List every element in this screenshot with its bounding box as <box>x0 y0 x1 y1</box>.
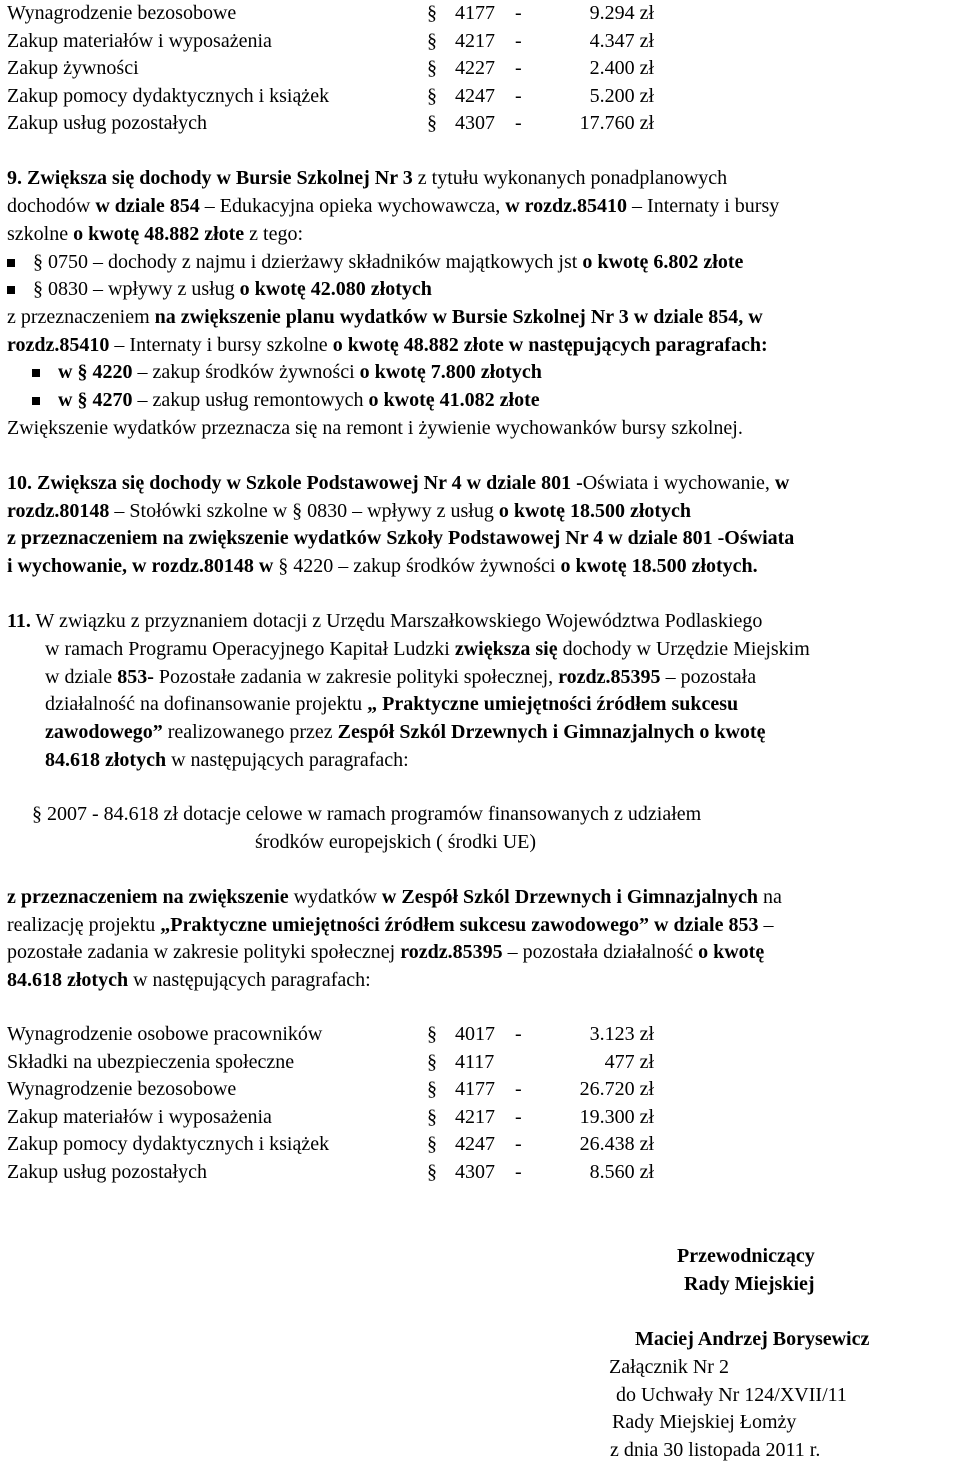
expense-name: Zakup materiałów i wyposażenia <box>7 29 272 52</box>
p10-bold: rozdz.80148 <box>7 500 110 522</box>
expense-code: 4307 <box>455 112 495 135</box>
dash-separator: - <box>515 29 522 52</box>
p11-text: dochody w Urzędzie Miejskim <box>557 638 810 660</box>
paragraph-sign: § <box>427 1161 437 1183</box>
bullet-icon <box>7 259 15 267</box>
p11-text: w następujących paragrafach: <box>166 749 409 771</box>
expense-amount: 2.400 zł <box>589 57 654 80</box>
paragraph-sign: § <box>427 1078 437 1101</box>
p9-text: – Internaty i bursy szkolne <box>109 334 333 356</box>
expense-name: Wynagrodzenie bezosobowe <box>7 1078 237 1101</box>
bullet-icon <box>7 286 15 294</box>
expense-code: 4217 <box>455 29 495 52</box>
p11-line5 <box>45 719 765 747</box>
expense-amount: 8.560 zł <box>589 1161 654 1183</box>
p9-text: – zakup środków żywności <box>132 361 360 383</box>
expense-code: 4177 <box>455 2 495 24</box>
paragraph-sign: § <box>427 2 437 24</box>
expense-amount: 9.294 zł <box>589 2 654 24</box>
p10-line4 <box>7 553 758 581</box>
expense-code: 4227 <box>455 57 495 80</box>
dash-separator: - <box>515 1161 522 1183</box>
expense-row <box>7 1159 654 1186</box>
p11-bold: 853- <box>117 666 154 688</box>
dash-separator: - <box>515 1105 522 1128</box>
expense-name: Zakup pomocy dydaktycznych i książek <box>7 84 330 107</box>
p11-z-line3 <box>7 939 764 967</box>
paragraph-sign: § <box>427 1050 437 1073</box>
signature-title-2: Rady Miejskiej <box>684 1273 815 1295</box>
signature-title-1: Przewodniczący <box>677 1245 815 1267</box>
expense-code: 4307 <box>455 1161 495 1183</box>
p9-text: – Internaty i bursy <box>627 195 780 217</box>
p9-line1 <box>7 165 727 193</box>
expense-row <box>7 28 654 55</box>
p11-z-line2 <box>7 912 774 940</box>
expense-code: 4017 <box>455 1023 495 1045</box>
p11-line6 <box>45 747 409 775</box>
paragraph-sign: § <box>427 1105 437 1128</box>
expense-amount: 477 zł <box>604 1050 654 1073</box>
p11-text: realizację projektu <box>7 914 161 936</box>
p11-bold: w Zespół Szkól Drzewnych i Gimnazjalnych <box>381 886 759 908</box>
expense-amount: 17.760 zł <box>579 112 654 135</box>
p11-bold: 84.618 złotych <box>45 749 167 771</box>
p9-bold: o kwotę 6.802 złote <box>582 251 744 273</box>
p9-text: z przeznaczeniem <box>7 306 155 328</box>
p9-heading: 9. Zwiększa się dochody w Bursie Szkolnej Nr 3 <box>7 167 413 189</box>
p9-bullet1 <box>7 249 743 277</box>
p10-bold: i wychowanie, w rozdz.80148 w <box>7 555 279 577</box>
expense-code: 4247 <box>455 84 495 107</box>
dash-separator: - <box>515 57 522 80</box>
attachment-line2: do Uchwały Nr 124/XVII/11 <box>616 1384 847 1406</box>
expense-name: Wynagrodzenie bezosobowe <box>7 2 237 24</box>
p9-bullet3 <box>32 359 542 387</box>
bullet-icon <box>32 397 40 405</box>
p9-bold: o kwotę 48.882 złote w następujących paragrafach: <box>332 334 768 356</box>
p9-line5 <box>7 332 768 360</box>
p9-bold: rozdz.85410 <box>7 334 110 356</box>
p11-line4 <box>45 691 738 719</box>
p11-paragraph-2007: § 2007 - 84.618 zł dotacje celowe w ramach programów finansowanych z udziałem <box>32 803 702 825</box>
p11-text: pozostałe zadania w zakresie polityki społecznej <box>7 941 401 963</box>
expense-name: Zakup materiałów i wyposażenia <box>7 1105 272 1128</box>
expense-row <box>7 0 654 27</box>
p11-z-line1 <box>7 884 782 912</box>
expense-name: Składki na ubezpieczenia społeczne <box>7 1050 295 1073</box>
dash-separator: - <box>515 1133 522 1156</box>
dash-separator: - <box>515 1023 522 1045</box>
expense-amount: 5.200 zł <box>589 84 654 107</box>
p9-bold: w § 4270 <box>58 389 133 411</box>
expense-amount: 4.347 zł <box>589 29 654 52</box>
p10-text: § 4220 – zakup środków żywności <box>278 555 561 577</box>
p11-bold: rozdz.85395 <box>400 941 503 963</box>
expense-code: 4217 <box>455 1105 495 1128</box>
p11-bold: zawodowego” <box>45 721 163 743</box>
p9-bold: w rozdz.85410 <box>505 195 628 217</box>
attachment-line3: Rady Miejskiej Łomży <box>612 1411 797 1433</box>
p9-bold: o kwotę 41.082 złote <box>368 389 540 411</box>
p10-line2 <box>7 498 691 526</box>
p9-text: § 0750 – dochody z najmu i dzierżawy składników majątkowych jst <box>33 251 583 273</box>
p11-text: – <box>758 914 774 936</box>
p10-heading: 10. Zwiększa się dochody w Szkole Podstawowej Nr 4 w dziale 801 - <box>7 472 583 494</box>
expense-name: Zakup pomocy dydaktycznych i książek <box>7 1133 330 1156</box>
p11-text: – pozostała działalność <box>502 941 699 963</box>
attachment-line1: Załącznik Nr 2 <box>609 1356 729 1378</box>
p9-bold: o kwotę 48.882 złote <box>73 223 245 245</box>
p11-text: wydatków <box>288 886 382 908</box>
p10-bold: w <box>774 472 790 494</box>
paragraph-sign: § <box>427 29 437 52</box>
expense-row <box>7 1131 654 1158</box>
p11-text: W związku z przyznaniem dotacji z Urzędu Marszałkowskiego Województwa Podlaskiego <box>30 610 763 632</box>
p10-bold: o kwotę 18.500 złotych. <box>560 555 758 577</box>
p11-text: w dziale <box>45 666 118 688</box>
p11-bold: o kwotę <box>698 941 765 963</box>
bullet-icon <box>32 369 40 377</box>
expense-row <box>7 110 654 137</box>
p11-text: Pozostałe zadania w zakresie polityki społecznej, <box>153 666 559 688</box>
expense-code: 4177 <box>455 1078 495 1101</box>
expense-name: Zakup żywności <box>7 57 139 80</box>
p9-bold: o kwotę 7.800 złotych <box>359 361 542 383</box>
expense-row <box>7 1049 654 1076</box>
p9-bullet4 <box>32 387 540 415</box>
p11-text: – pozostała <box>660 666 757 688</box>
paragraph-sign: § <box>427 1133 437 1156</box>
p9-text: z tego: <box>244 223 304 245</box>
p11-line2 <box>45 636 810 664</box>
p11-bold: „ Praktyczne umiejętności źródłem sukcesu <box>367 693 739 715</box>
p11-bold: z przeznaczeniem na zwiększenie <box>7 886 289 908</box>
p11-bold: zwiększa się <box>454 638 558 660</box>
p9-line6: Zwiększenie wydatków przeznacza się na remont i żywienie wychowanków bursy szkolnej. <box>7 417 743 439</box>
expense-code: 4247 <box>455 1133 495 1156</box>
p10-line3: z przeznaczeniem na zwiększenie wydatków Szkoły Podstawowej Nr 4 w dziale 801 -Oświata <box>7 527 795 549</box>
p11-bold: „Praktyczne umiejętności źródłem sukcesu zawodowego” w dziale 853 <box>160 914 759 936</box>
expense-name: Zakup usług pozostałych <box>7 1161 207 1183</box>
dash-separator: - <box>515 84 522 107</box>
p11-paragraph-2007-cont: środków europejskich ( środki UE) <box>255 831 537 853</box>
p9-text: szkolne <box>7 223 74 245</box>
paragraph-sign: § <box>427 112 437 135</box>
paragraph-sign: § <box>427 57 437 80</box>
p11-bold: rozdz.85395 <box>558 666 661 688</box>
p9-line3 <box>7 221 303 249</box>
p9-text: z tytułu wykonanych ponadplanowych <box>412 167 728 189</box>
signature-name: Maciej Andrzej Borysewicz <box>635 1328 870 1350</box>
expense-code: 4117 <box>455 1050 495 1073</box>
p9-text: dochodów <box>7 195 96 217</box>
expense-amount: 19.300 zł <box>579 1105 654 1128</box>
attachment-line4: z dnia 30 listopada 2011 r. <box>610 1439 821 1461</box>
dash-separator: - <box>515 2 522 24</box>
p9-line2 <box>7 193 779 221</box>
p9-bold: w § 4220 <box>58 361 133 383</box>
p9-text: – Edukacyjna opieka wychowawcza, <box>199 195 506 217</box>
paragraph-sign: § <box>427 1023 437 1045</box>
p10-text: – Stołówki szkolne w § 0830 – wpływy z usług <box>109 500 499 522</box>
p11-text: realizowanego przez <box>162 721 338 743</box>
p9-bold: w dziale 854 <box>95 195 200 217</box>
p11-bold: Zespół Szkól Drzewnych i Gimnazjalnych o kwotę <box>337 721 766 743</box>
paragraph-sign: § <box>427 84 437 107</box>
p11-z-line4 <box>7 967 371 995</box>
p10-line1 <box>7 470 789 498</box>
dash-separator: - <box>515 1078 522 1101</box>
p10-text: Oświata i wychowanie, <box>582 472 775 494</box>
p11-text: w ramach Programu Operacyjnego Kapitał Ludzki <box>45 638 455 660</box>
p11-text: działalność na dofinansowanie projektu <box>45 693 368 715</box>
p11-heading: 11. <box>7 610 31 632</box>
p9-text: – zakup usług remontowych <box>132 389 369 411</box>
p11-bold: 84.618 złotych <box>7 969 129 991</box>
expense-amount: 26.438 zł <box>579 1133 654 1156</box>
dash-separator: - <box>515 112 522 135</box>
expense-amount: 3.123 zł <box>589 1023 654 1045</box>
expense-row <box>7 55 654 82</box>
p9-line4 <box>7 304 763 332</box>
expense-amount: 26.720 zł <box>579 1078 654 1101</box>
expense-name: Wynagrodzenie osobowe pracowników <box>7 1023 323 1045</box>
p9-bullet2 <box>7 276 432 304</box>
p9-bold: na zwiększenie planu wydatków w Bursie Szkolnej Nr 3 w dziale 854, w <box>154 306 763 328</box>
p11-text: w następujących paragrafach: <box>128 969 371 991</box>
expense-name: Zakup usług pozostałych <box>7 112 207 135</box>
p11-line1 <box>7 608 762 636</box>
p9-text: § 0830 – wpływy z usług <box>33 278 240 300</box>
expense-row <box>7 1076 654 1103</box>
expense-row <box>7 83 654 110</box>
p11-text: na <box>758 886 782 908</box>
expense-row <box>7 1021 654 1048</box>
p11-line3 <box>45 664 756 692</box>
p10-bold: o kwotę 18.500 złotych <box>498 500 692 522</box>
expense-row <box>7 1104 654 1131</box>
p9-bold: o kwotę 42.080 złotych <box>239 278 432 300</box>
